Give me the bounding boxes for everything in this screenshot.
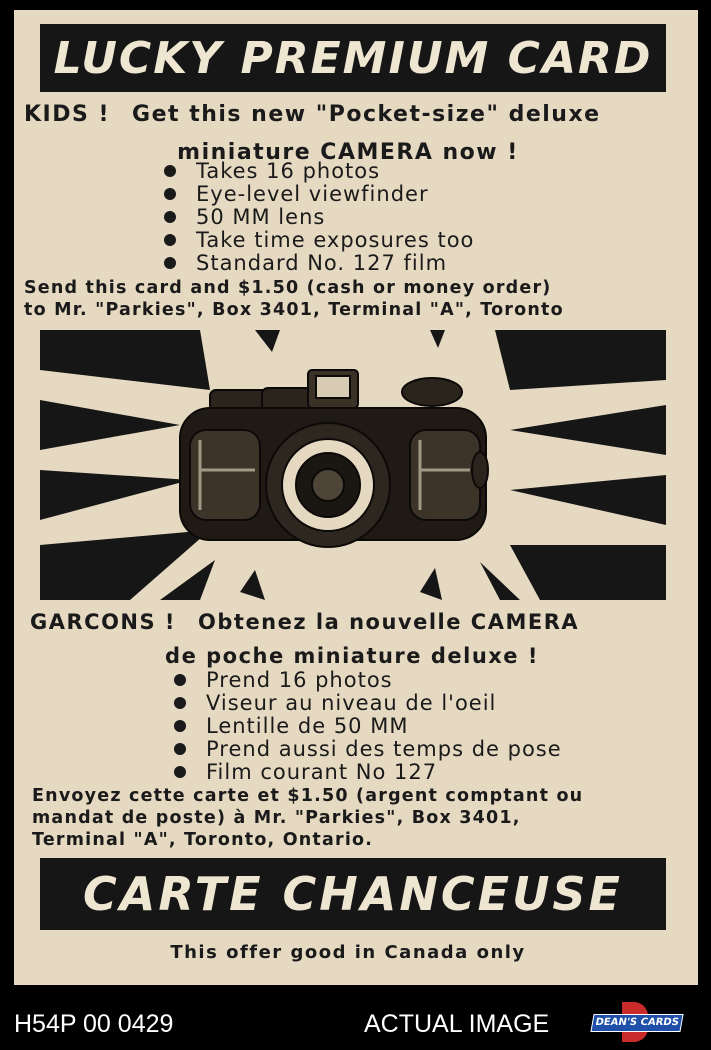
french-headline-1 <box>30 610 711 634</box>
list-item <box>174 738 562 761</box>
english-headline-1-text: Get this new "Pocket-size" deluxe <box>132 102 601 127</box>
bullet-dot-icon <box>174 743 186 755</box>
french-order-text-2: mandat de poste) à Mr. "Parkies", Box 3401, <box>32 808 521 828</box>
english-headline-2-text: miniature CAMERA now ! <box>177 140 519 165</box>
bullet-dot-icon <box>164 234 176 246</box>
trading-card <box>14 10 698 985</box>
feature-text: Standard No. 127 film <box>196 251 448 275</box>
disclaimer-text: This offer good in Canada only <box>170 942 526 963</box>
bullet-dot-icon <box>164 211 176 223</box>
french-order-line-1 <box>32 786 711 806</box>
bullet-dot-icon <box>174 697 186 709</box>
feature-text: Prend aussi des temps de pose <box>206 737 562 761</box>
disclaimer <box>6 942 690 963</box>
list-item <box>164 229 474 252</box>
french-headline-2 <box>10 644 694 668</box>
english-headline-1 <box>24 102 708 127</box>
card-code: H54P 00 0429 <box>14 1010 174 1038</box>
bullet-dot-icon <box>164 165 176 177</box>
english-order-line-1 <box>24 278 708 298</box>
bullet-dot-icon <box>174 720 186 732</box>
bullet-dot-icon <box>164 257 176 269</box>
list-item <box>174 669 562 692</box>
list-item <box>164 206 474 229</box>
actual-image-label: ACTUAL IMAGE <box>364 1010 550 1038</box>
list-item <box>174 761 562 784</box>
list-item <box>164 160 474 183</box>
feature-text: 50 MM lens <box>196 205 326 229</box>
feature-text: Takes 16 photos <box>196 159 381 183</box>
list-item <box>164 183 474 206</box>
french-order-text-1: Envoyez cette carte et $1.50 (argent comptant ou <box>32 786 584 806</box>
list-item <box>164 252 474 275</box>
deans-cards-logo-icon[interactable] <box>588 1002 684 1042</box>
bottom-banner-text: CARTE CHANCEUSE <box>83 867 623 921</box>
list-item <box>174 692 562 715</box>
kids-label: KIDS ! <box>24 102 111 127</box>
french-order-text-3: Terminal "A", Toronto, Ontario. <box>32 830 374 850</box>
french-headline-2-text: de poche miniature deluxe ! <box>165 644 539 668</box>
feature-text: Eye-level viewfinder <box>196 182 429 206</box>
top-banner-text: LUCKY PREMIUM CARD <box>53 32 653 84</box>
camera-body <box>180 370 488 547</box>
feature-text: Lentille de 50 MM <box>206 714 409 738</box>
feature-text: Take time exposures too <box>196 228 475 252</box>
footer-bar <box>0 990 711 1050</box>
french-feature-list <box>174 669 562 784</box>
french-order-line-3 <box>32 830 711 850</box>
bullet-dot-icon <box>174 766 186 778</box>
french-order-line-2 <box>32 808 711 828</box>
english-order-text-1: Send this card and $1.50 (cash or money order) <box>24 278 552 298</box>
top-banner <box>40 24 666 92</box>
logo-text: DEAN'S CARDS <box>590 1014 683 1032</box>
camera-illustration <box>40 330 666 600</box>
list-item <box>174 715 562 738</box>
english-order-text-2: to Mr. "Parkies", Box 3401, Terminal "A", Toronto <box>24 300 564 320</box>
bottom-banner <box>40 858 666 930</box>
feature-text: Prend 16 photos <box>206 668 393 692</box>
english-feature-list <box>164 160 474 275</box>
bullet-dot-icon <box>164 188 176 200</box>
feature-text: Film courant No 127 <box>206 760 438 784</box>
feature-text: Viseur au niveau de l'oeil <box>206 691 497 715</box>
bullet-dot-icon <box>174 674 186 686</box>
english-order-line-2 <box>24 300 708 320</box>
french-headline-1-text: Obtenez la nouvelle CAMERA <box>198 610 580 634</box>
garcons-label: GARCONS ! <box>30 610 177 634</box>
